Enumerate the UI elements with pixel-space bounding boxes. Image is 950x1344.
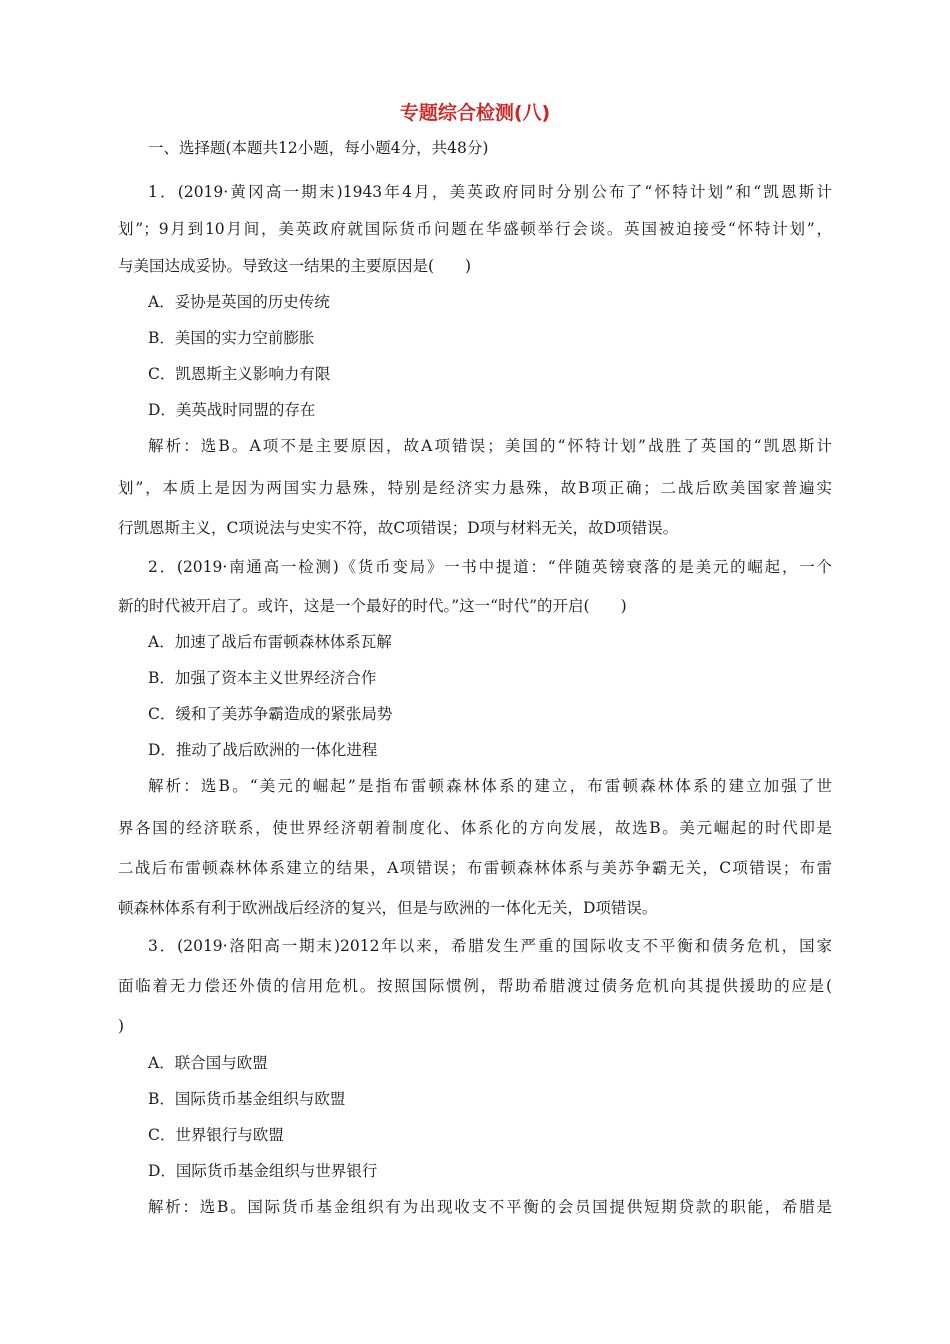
question-2-option-a: A．加速了战后布雷顿森林体系瓦解 [148, 633, 392, 651]
question-1-option-a: A．妥协是英国的历史传统 [148, 293, 330, 311]
question-2-analysis-line-2: 界各国的经济联系，使世界经济朝着制度化、体系化的方向发展，故选B。美元崛起的时代即是 [118, 819, 832, 837]
question-1-analysis-line-1: 解析：选B。A项不是主要原因，故A项错误；美国的“怀特计划”战胜了英国的“凯恩斯计 [148, 437, 832, 455]
question-2-line-2: 新的时代被开启了。或许，这是一个最好的时代。”这一“时代”的开启( ) [118, 597, 627, 615]
question-2-analysis-line-3: 二战后布雷顿森林体系建立的结果，A项错误；布雷顿森林体系与美苏争霸无关，C项错误；布雷 [118, 859, 832, 877]
section-heading: 一、选择题(本题共12小题，每小题4分，共48分) [148, 139, 489, 157]
question-3-line-1: 3．(2019·洛阳高一期末)2012年以来，希腊发生严重的国际收支不平衡和债务危机，国家 [148, 937, 832, 955]
question-3-option-a: A．联合国与欧盟 [148, 1054, 268, 1072]
question-1-option-b: B．美国的实力空前膨胀 [148, 329, 315, 347]
question-3-line-3: ) [118, 1017, 125, 1035]
question-2-option-d: D．推动了战后欧洲的一体化进程 [148, 741, 378, 759]
question-2-line-1: 2．(2019·南通高一检测)《货币变局》一书中提道：“伴随英镑衰落的是美元的崛起，一个 [148, 558, 832, 576]
question-1-option-d: D．美英战时同盟的存在 [148, 401, 316, 419]
page-title: 专题综合检测(八) [399, 102, 551, 124]
question-2-analysis-line-1: 解析：选B。“美元的崛起”是指布雷顿森林体系的建立，布雷顿森林体系的建立加强了世 [148, 777, 832, 795]
question-3-option-d: D．国际货币基金组织与世界银行 [148, 1162, 378, 1180]
question-1-analysis-line-2: 划”，本质上是因为两国实力悬殊，特别是经济实力悬殊，故B项正确；二战后欧美国家普遍实 [118, 479, 832, 497]
question-1-line-3: 与美国达成妥协。导致这一结果的主要原因是( ) [118, 257, 472, 275]
question-2-analysis-line-4: 顿森林体系有利于欧洲战后经济的复兴，但是与欧洲的一体化无关，D项错误。 [118, 899, 658, 917]
question-1-line-1: 1．(2019·黄冈高一期末)1943年4月，美英政府同时分别公布了“怀特计划”和“凯恩斯计 [148, 183, 832, 201]
question-3-analysis-line-1: 解析：选B。国际货币基金组织有为出现收支不平衡的会员国提供短期贷款的职能，希腊是 [148, 1198, 832, 1216]
question-3-option-c: C．世界银行与欧盟 [148, 1126, 284, 1144]
question-3-option-b: B．国际货币基金组织与欧盟 [148, 1090, 346, 1108]
question-2-option-c: C．缓和了美苏争霸造成的紧张局势 [148, 705, 393, 723]
question-3-line-2: 面临着无力偿还外债的信用危机。按照国际惯例，帮助希腊渡过债务危机向其提供援助的应是( [118, 977, 832, 995]
question-1-line-2: 划”；9月到10月间，美英政府就国际货币问题在华盛顿举行会谈。英国被迫接受“怀特计划”， [118, 220, 832, 238]
question-2-option-b: B．加强了资本主义世界经济合作 [148, 669, 377, 687]
question-1-option-c: C．凯恩斯主义影响力有限 [148, 365, 331, 383]
question-1-analysis-line-3: 行凯恩斯主义，C项说法与史实不符，故C项错误；D项与材料无关，故D项错误。 [118, 519, 679, 537]
